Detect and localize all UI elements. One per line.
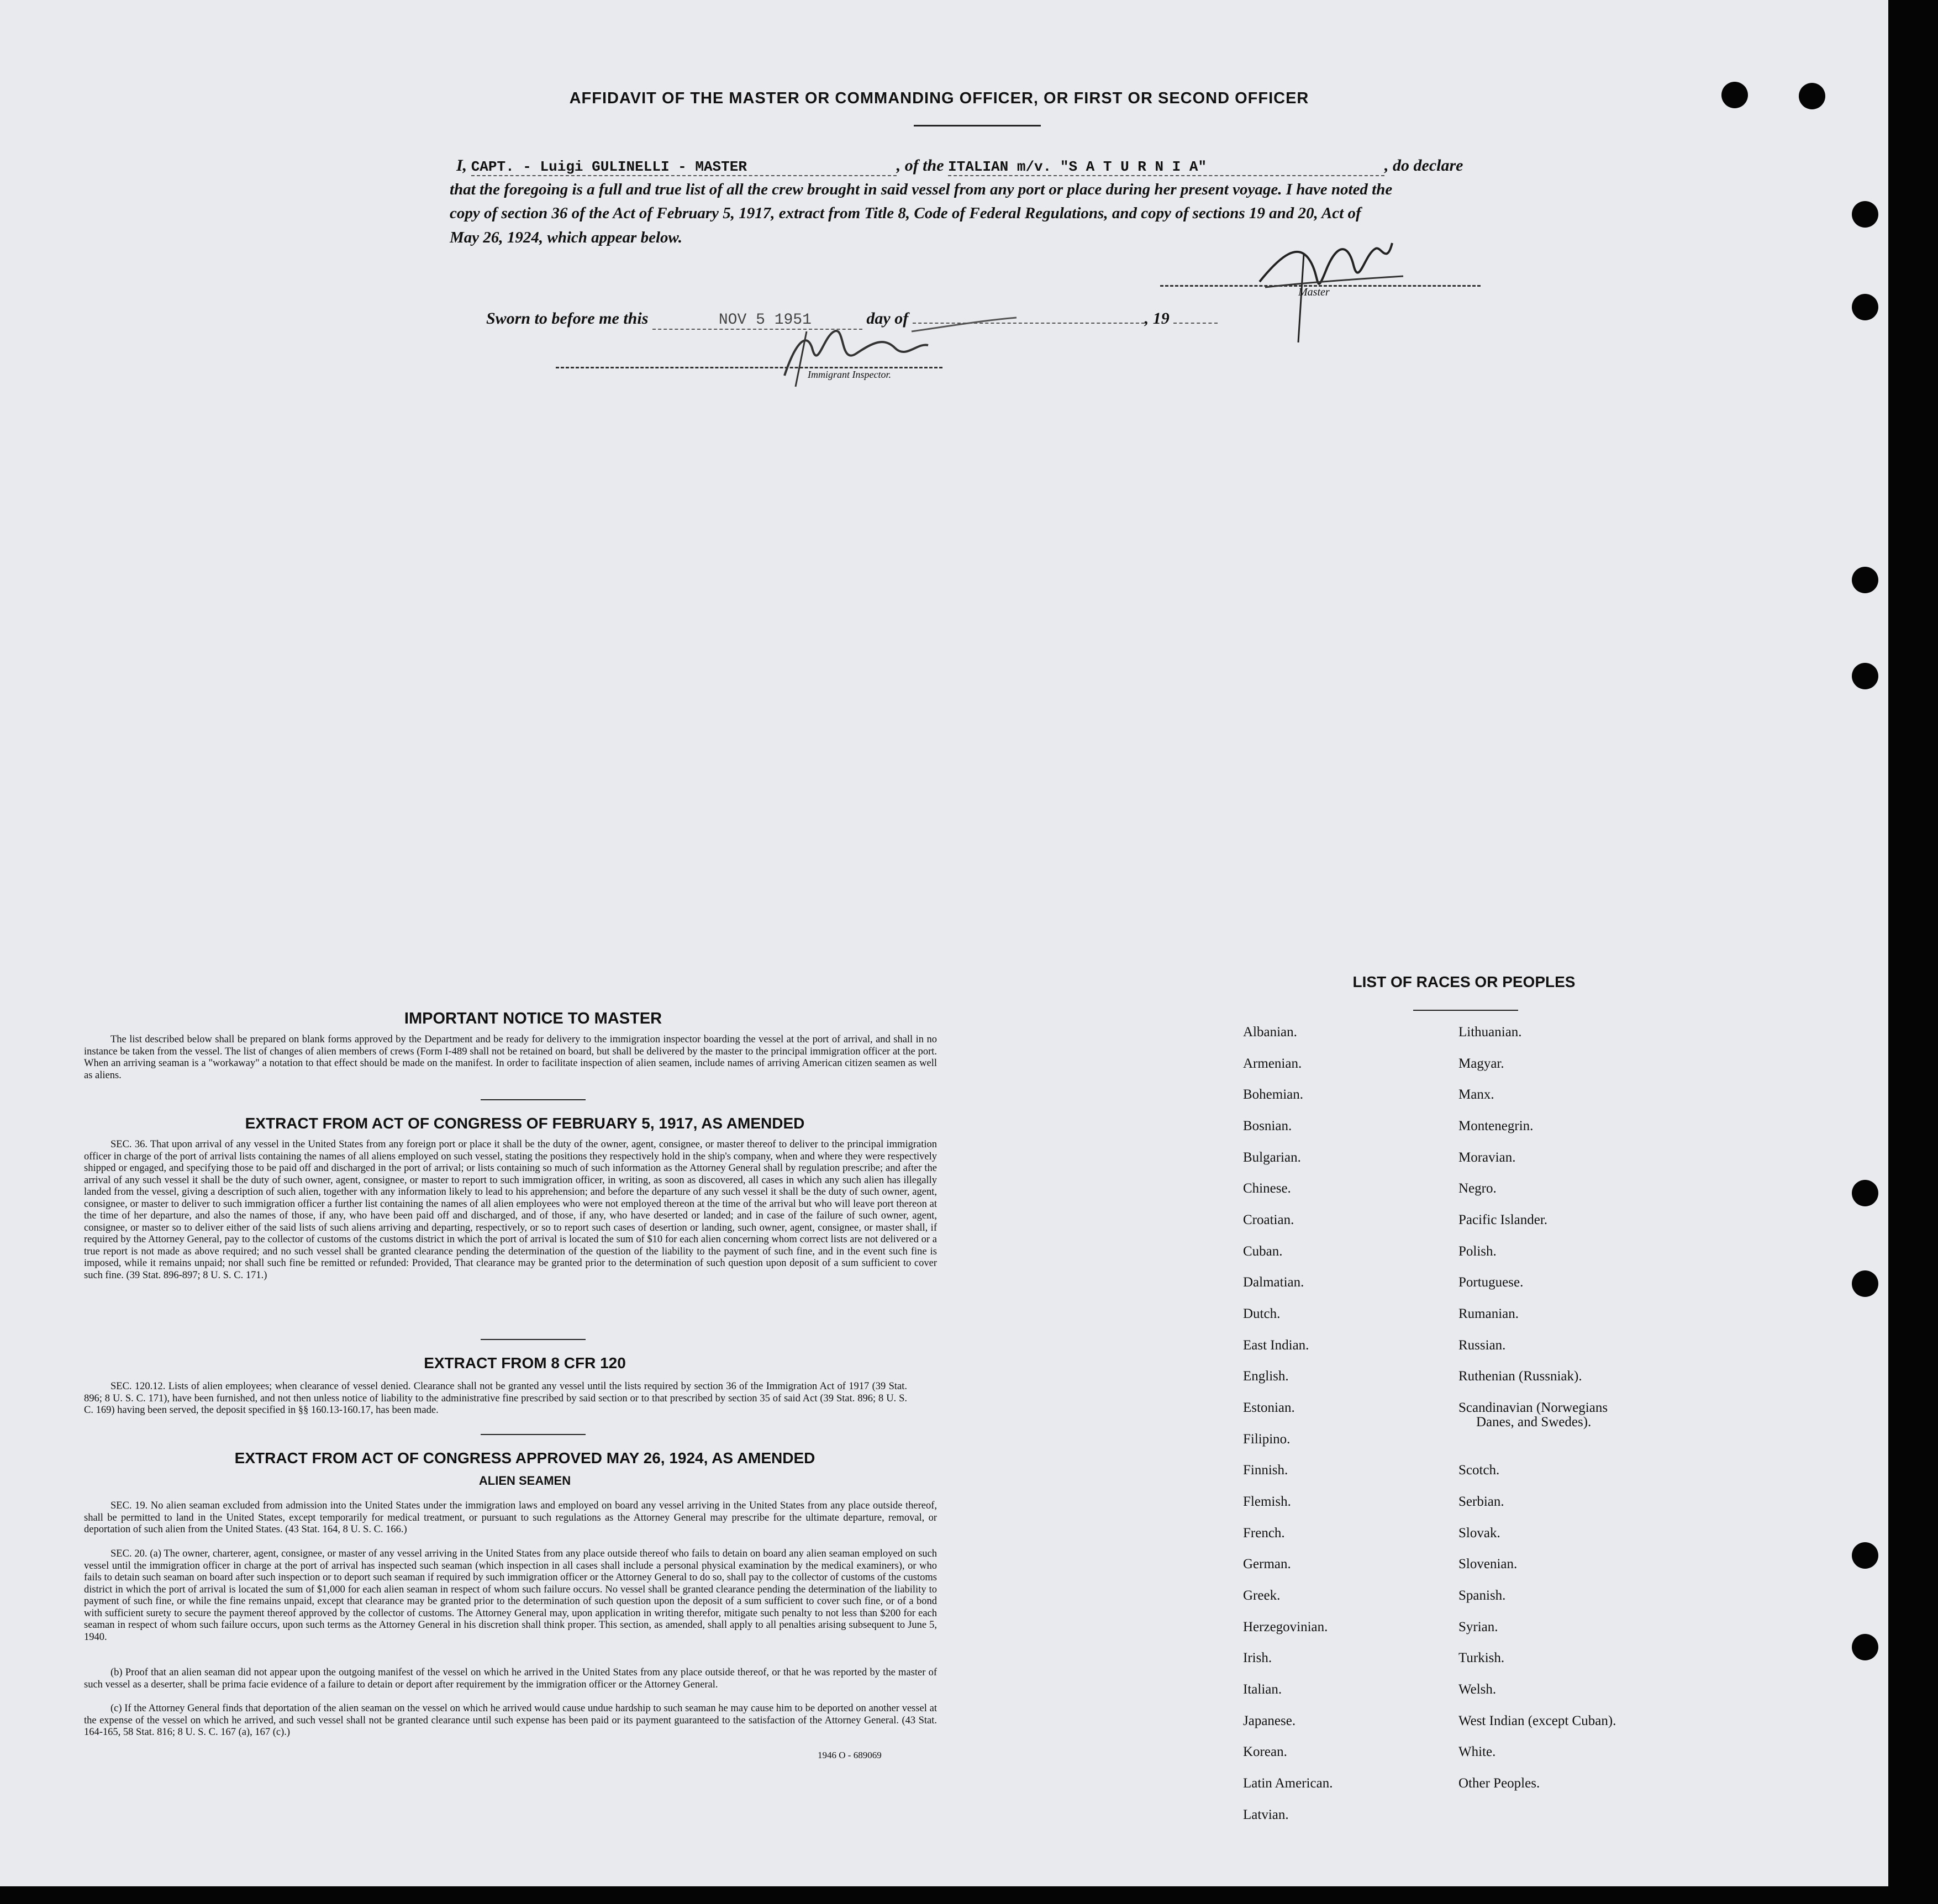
sec20b-text: (b) Proof that an alien seaman did not appear upon the outgoing manifest of the vessel on which he arrived in the United States from any place outside thereof, or that he was reported by the master of such vessel as a deserter, shall be prima facie evidence of a failure to detain or deport after requirement by the immigration officer or the Attorney General. xyxy=(84,1667,937,1690)
race-right-item: Magyar. xyxy=(1458,1056,1504,1071)
race-right-item: Syrian. xyxy=(1458,1620,1498,1634)
race-right-item: Pacific Islander. xyxy=(1458,1212,1548,1227)
vessel-field xyxy=(948,156,1384,176)
race-right-item: Russian. xyxy=(1458,1338,1506,1353)
race-left-item: Herzegovinian. xyxy=(1243,1620,1328,1634)
sec20a-text: SEC. 20. (a) The owner, charterer, agent, consignee, or master of any vessel arriving in the United States from any place outside thereof who fails to detain on board any alien seaman employed on such vessel until the immigration officer in charge at the port of arrival has inspected such seaman (which inspection in all cases shall include a personal physical examination by the medical examiners), or who fails to detain such seaman on board after such inspection or to deport such seaman if required by such immigration officer or the Attorney General to do so, shall pay to the collector of customs of the customs district in which the port of arrival is located the sum of $1,000 for each alien seaman in respect of whom such failure occurs. No vessel shall be granted clearance pending the determination of the liability to payment of such fine, or while the fine remains unpaid, except that clearance may be granted prior to the determination of such question upon the deposit of a sum sufficient to cover such fine, or of a bond with sufficient surety to secure the payment thereof approved by the collector of customs. The Attorney General may, upon application in writing therefor, mitigate such penalty to not less than $200 for each seaman in respect of whom such failure occurs, upon such terms as the Attorney General in his discretion shall think proper. This section, as amended, shall apply to all penalties arising subsequent to June 5, 1940. xyxy=(84,1548,937,1643)
race-right-item: Lithuanian. xyxy=(1458,1025,1522,1040)
race-left-item: Latin American. xyxy=(1243,1776,1333,1791)
race-right-item: Portuguese. xyxy=(1458,1275,1524,1290)
extract-1917-text: SEC. 36. That upon arrival of any vessel in the United States from any foreign port or place it shall be the duty of the owner, agent, consignee, or master thereof to deliver to the principal immigration officer in charge of the port of arrival lists containing the names of all aliens employed on such vessel, stating the positions they respectively hold in the ship's company, when and where they were respectively shipped or engaged, and specifying those to be paid off and discharged in the port of arrival; or lists containing so much of such information as the Attorney General shall by regulation prescribe; and after the arrival of any such vessel it shall be the duty of such owner, agent, consignee, or master to report to such immigration officer, in writing, as soon as discovered, all cases in which any such alien has illegally landed from the vessel, giving a description of such alien, together with any information likely to lead to his apprehension; and before the departure of any such vessel it shall be the duty of such owner, agent, consignee, or master to deliver to such immigration officer a further list containing the names of all alien employees who were not employed thereon at the time of the arrival but who will leave port thereon at the time of her departure, and also the names of those, if any, who have been paid off and discharged, and of those, if any, who have deserted or landed; and in case of the failure of such owner, agent, consignee, or master so to deliver either of the said lists of such aliens arriving and departing, respectively, or so to report such cases of desertion or landing, such owner, agent, consignee, or master shall, if required by the Attorney General, pay to the collector of customs of the customs district in which the port of arrival is located the sum of $10 for each alien concerning whom correct lists are not delivered or a true report is not made as above required; and no such vessel shall be granted clearance pending the determination of the question of the liability to the payment of such fine, and in the event such fine is imposed, while it remains unpaid; nor shall such fine be remitted or refunded: Provided, That clearance may be granted prior to the determination of such question upon deposit of a sum sufficient to cover such fine. (39 Stat. 896-897; 8 U. S. C. 171.) xyxy=(84,1139,937,1281)
sworn-label: Sworn to before me this xyxy=(486,309,649,328)
declare-label: , do declare xyxy=(1384,156,1463,175)
races-title: LIST OF RACES OR PEOPLES xyxy=(1352,973,1576,990)
race-right-item: Other Peoples. xyxy=(1458,1776,1540,1791)
of-the-label: , of the xyxy=(896,156,944,175)
race-left-item: Italian. xyxy=(1243,1682,1282,1697)
punch-hole xyxy=(1852,1634,1878,1660)
race-right-item: Scotch. xyxy=(1458,1463,1500,1478)
declaration-line-1 xyxy=(456,156,1463,176)
race-left-item: Croatian. xyxy=(1243,1212,1294,1227)
cfr-text: SEC. 120.12. Lists of alien employees; when clearance of vessel denied. Clearance shall not be granted any vessel until the lists required by section 36 of the Immigration Act of 1917 (39 Stat. 896; 8 U. S. C. 171), have been furnished, and not then unless notice of liability to the administrative fine prescribed by said section or to that prescribed by section 35 of said Act (39 Stat. 896; 8 U. S. C. 169) having been served, the deposit specified in §§ 160.13-160.17, has been made. xyxy=(84,1381,907,1416)
master-name-value: CAPT. - Luigi GULINELLI - MASTER xyxy=(471,159,747,175)
race-left-item: Bohemian. xyxy=(1243,1087,1304,1102)
alien-seamen-subtitle: ALIEN SEAMEN xyxy=(478,1474,571,1488)
vessel-value: ITALIAN m/v. "S A T U R N I A" xyxy=(948,159,1207,175)
race-left-item: Bulgarian. xyxy=(1243,1150,1301,1165)
race-left-item: Albanian. xyxy=(1243,1025,1297,1040)
race-left-item: French. xyxy=(1243,1526,1285,1541)
notice-text: The list described below shall be prepared on blank forms approved by the Department and be ready for delivery to the immigration inspector boarding the vessel at the port of arrival, and shall in no instance be taken from the vessel. The list of changes of alien members of crews (Form I-489 shall not be retained on board, but shall be delivered by the master to the principal immigration officer at the port. When an arriving seaman is a "workaway" a notation to that effect should be made on the manifest. In order to facilitate inspection of alien seamen, include names of arriving American citizen seamen as well as aliens. xyxy=(84,1034,937,1081)
punch-hole xyxy=(1852,201,1878,228)
year-field xyxy=(1173,323,1218,324)
declaration-line-2: that the foregoing is a full and true list of all the crew brought in said vessel from any port or place during her present voyage. I have noted the xyxy=(450,181,1393,198)
race-left-item: Korean. xyxy=(1243,1744,1287,1759)
extract-1924-title: EXTRACT FROM ACT OF CONGRESS APPROVED MAY 26, 1924, AS AMENDED xyxy=(234,1449,815,1467)
race-right-item: Moravian. xyxy=(1458,1150,1516,1165)
master-signature xyxy=(1249,221,1414,348)
race-right-item: Slovak. xyxy=(1458,1526,1500,1541)
race-left-item: Dutch. xyxy=(1243,1306,1281,1321)
race-left-item: Latvian. xyxy=(1243,1807,1289,1822)
scan-border-bottom xyxy=(0,1886,1938,1904)
divider xyxy=(481,1339,586,1340)
punch-hole xyxy=(1852,663,1878,689)
declaration-prefix: I, xyxy=(456,156,467,175)
race-right-item: Polish. xyxy=(1458,1244,1497,1259)
print-code: 1946 O - 689069 xyxy=(818,1750,882,1760)
race-right-item: Danes, and Swedes). xyxy=(1476,1415,1592,1430)
race-left-item: Filipino. xyxy=(1243,1432,1291,1447)
race-left-item: German. xyxy=(1243,1557,1291,1571)
race-right-item: Turkish. xyxy=(1458,1650,1505,1665)
cfr-title: EXTRACT FROM 8 CFR 120 xyxy=(424,1354,626,1372)
year-label: , 19 xyxy=(1144,309,1170,328)
race-right-item: Manx. xyxy=(1458,1087,1494,1102)
race-left-item: Dalmatian. xyxy=(1243,1275,1304,1290)
punch-hole xyxy=(1852,1180,1878,1206)
scan-border-right xyxy=(1888,0,1938,1904)
notice-title: IMPORTANT NOTICE TO MASTER xyxy=(404,1010,662,1027)
race-right-item: Rumanian. xyxy=(1458,1306,1519,1321)
race-right-item: Montenegrin. xyxy=(1458,1119,1534,1133)
race-right-item: Spanish. xyxy=(1458,1588,1506,1603)
race-right-item: White. xyxy=(1458,1744,1496,1759)
inspector-signature-line xyxy=(556,367,942,368)
race-right-item: West Indian (except Cuban). xyxy=(1458,1713,1616,1728)
race-right-item: Ruthenian (Russniak). xyxy=(1458,1369,1582,1384)
title-underline xyxy=(914,125,1041,126)
race-left-item: Cuban. xyxy=(1243,1244,1283,1259)
declaration-line-4: May 26, 1924, which appear below. xyxy=(450,229,683,246)
race-left-item: Japanese. xyxy=(1243,1713,1296,1728)
race-left-item: Flemish. xyxy=(1243,1494,1291,1509)
divider xyxy=(481,1434,586,1435)
affidavit-title: AFFIDAVIT OF THE MASTER OR COMMANDING OFFICER, OR FIRST OR SECOND OFFICER xyxy=(569,89,1309,107)
race-left-item: East Indian. xyxy=(1243,1338,1309,1353)
punch-hole xyxy=(1852,1542,1878,1569)
day-of-label: day of xyxy=(866,309,909,328)
race-right-item: Negro. xyxy=(1458,1181,1497,1196)
divider xyxy=(481,1099,586,1100)
declaration-line-3: copy of section 36 of the Act of February 5, 1917, extract from Title 8, Code of Federal Regulations, and copy of sections 19 and 20, Act of xyxy=(450,204,1361,222)
race-right-item: Serbian. xyxy=(1458,1494,1504,1509)
race-left-item: English. xyxy=(1243,1369,1289,1384)
punch-hole xyxy=(1799,83,1825,109)
sec20c-text: (c) If the Attorney General finds that deportation of the alien seaman on the vessel on which he arrived would cause undue hardship to such seaman he may cause him to be deported on another vessel at the expense of the vessel on which he arrived, and such vessel shall not be granted clearance until such expense has been paid or its payment guaranteed to the satisfaction of the Attorney General. (43 Stat. 164-165, 58 Stat. 816; 8 U. S. C. 167 (a), 167 (c).) xyxy=(84,1703,937,1738)
extract-1917-title: EXTRACT FROM ACT OF CONGRESS OF FEBRUARY 5, 1917, AS AMENDED xyxy=(245,1115,805,1132)
race-right-item: Slovenian. xyxy=(1458,1557,1518,1571)
divider xyxy=(1413,1010,1518,1011)
race-left-item: Estonian. xyxy=(1243,1400,1295,1415)
race-right-item: Scandinavian (Norwegians xyxy=(1458,1400,1608,1415)
race-left-item: Armenian. xyxy=(1243,1056,1302,1071)
race-left-item: Finnish. xyxy=(1243,1463,1288,1478)
punch-hole xyxy=(1721,82,1748,108)
inspector-caption: Immigrant Inspector. xyxy=(808,369,891,380)
race-left-item: Irish. xyxy=(1243,1650,1272,1665)
date-stamp: NOV 5 1951 xyxy=(718,312,812,329)
race-left-item: Bosnian. xyxy=(1243,1119,1292,1133)
race-left-item: Chinese. xyxy=(1243,1181,1291,1196)
sec19-text: SEC. 19. No alien seaman excluded from admission into the United States under the immigration laws and employed on board any vessel arriving in the United States from any place outside thereof, shall be permitted to land in the United States, except temporarily for medical treatment, or pursuant to such regulations as the Attorney General may prescribe for the ultimate departure, removal, or deportation of such alien from the United States. (43 Stat. 164, 8 U. S. C. 166.) xyxy=(84,1500,937,1535)
punch-hole xyxy=(1852,294,1878,320)
race-left-item: Greek. xyxy=(1243,1588,1281,1603)
master-caption: Master xyxy=(1298,286,1330,298)
punch-hole xyxy=(1852,567,1878,593)
race-right-item: Welsh. xyxy=(1458,1682,1497,1697)
master-name-field xyxy=(471,156,897,176)
punch-hole xyxy=(1852,1270,1878,1297)
